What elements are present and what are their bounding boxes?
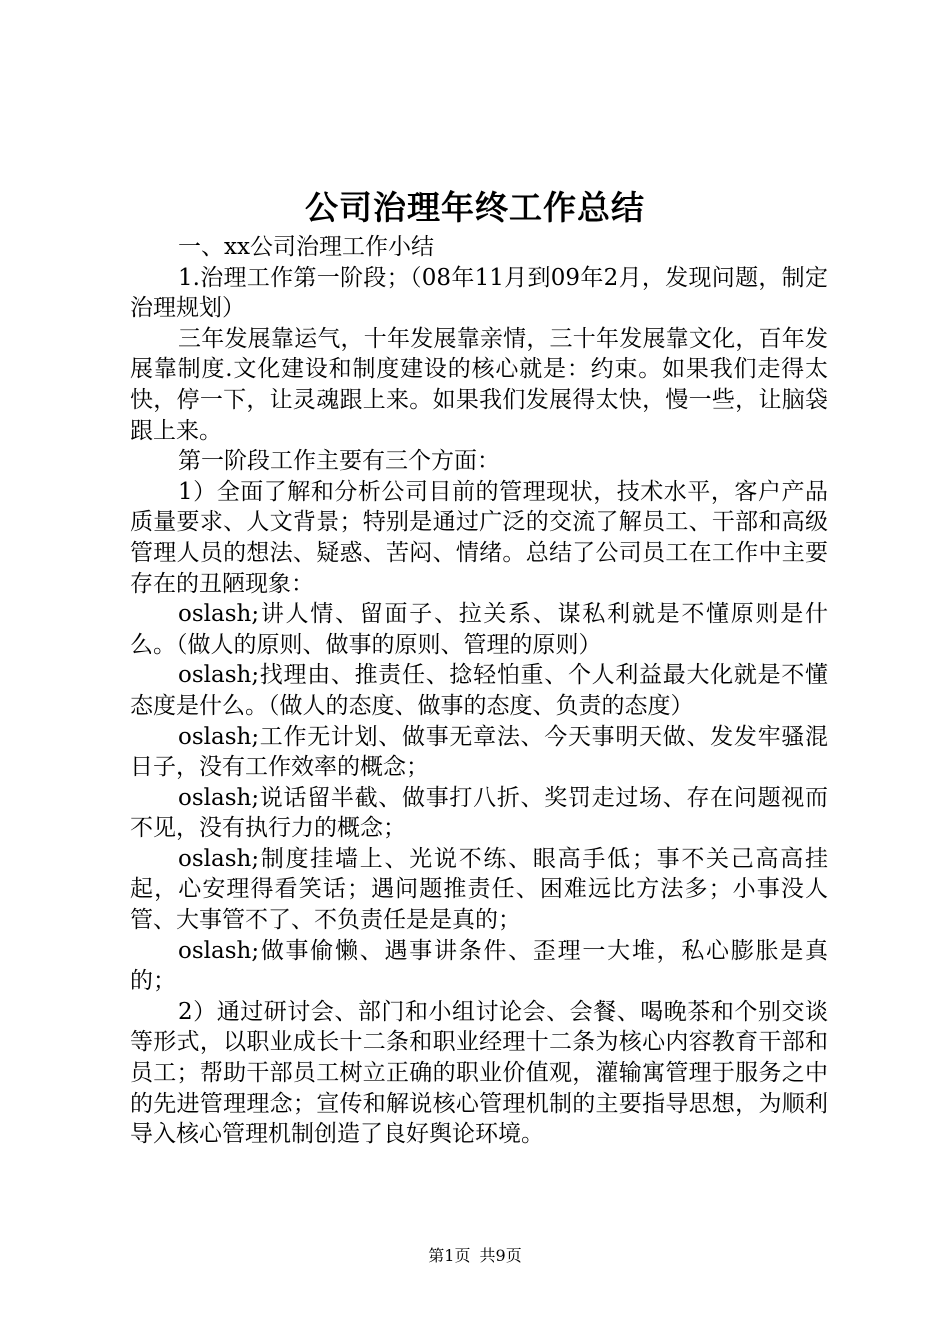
body-paragraph: 1.治理工作第一阶段；（08年11月到09年2月，发现问题，制定治理规划）: [130, 264, 828, 322]
list-item: oslash;讲人情、留面子、拉关系、谋私利就是不懂原则是什么。（做人的原则、做事的原则、管理的原则）: [130, 601, 828, 658]
body-paragraph: 1）全面了解和分析公司目前的管理现状，技术水平，客户产品质量要求、人文背景；特别是通过广泛的交流了解员工、干部和高级管理人员的想法、疑惑、苦闷、情绪。总结了公司员工在工作中主要存在的丑陋现象：: [130, 478, 828, 597]
list-item: oslash;制度挂墙上、光说不练、眼高手低；事不关己高高挂起，心安理得看笑话；遇问题推责任、困难远比方法多；小事没人管、大事管不了、不负责任是是真的；: [130, 845, 828, 934]
document-body: [130, 232, 828, 1150]
list-item: oslash;做事偷懒、遇事讲条件、歪理一大堆，私心膨胀是真的；: [130, 937, 828, 995]
list-item: oslash;找理由、推责任、捻轻怕重、个人利益最大化就是不懂态度是什么。（做人的态度、做事的态度、负责的态度）: [130, 662, 828, 719]
body-paragraph: 2）通过研讨会、部门和小组讨论会、会餐、喝晚茶和个别交谈等形式，以职业成长十二条和职业经理十二条为核心内容教育干部和员工；帮助干部员工树立正确的职业价值观，灌输寓管理于服务之中的先进管理理念；宣传和解说核心管理机制的主要指导思想，为顺利导入核心管理机制创造了良好舆论环境。: [130, 998, 828, 1148]
body-paragraph: 三年发展靠运气，十年发展靠亲情，三十年发展靠文化，百年发展靠制度.文化建设和制度建设的核心就是：约束。如果我们走得太快，停一下，让灵魂跟上来。如果我们发展得太快，慢一些，让脑袋跟上来。: [130, 325, 828, 444]
page-footer: 第1页 共9页: [428, 1246, 522, 1265]
list-item: oslash;工作无计划、做事无章法、今天事明天做、发发牢骚混日子，没有工作效率的概念；: [130, 723, 828, 781]
list-item: oslash;说话留半截、做事打八折、奖罚走过场、存在问题视而不见，没有执行力的概念；: [130, 784, 828, 842]
section-heading: 一、xx公司治理工作小结: [178, 234, 434, 260]
body-paragraph: 第一阶段工作主要有三个方面：: [178, 448, 500, 475]
document-title: 公司治理年终工作总结: [305, 188, 645, 227]
